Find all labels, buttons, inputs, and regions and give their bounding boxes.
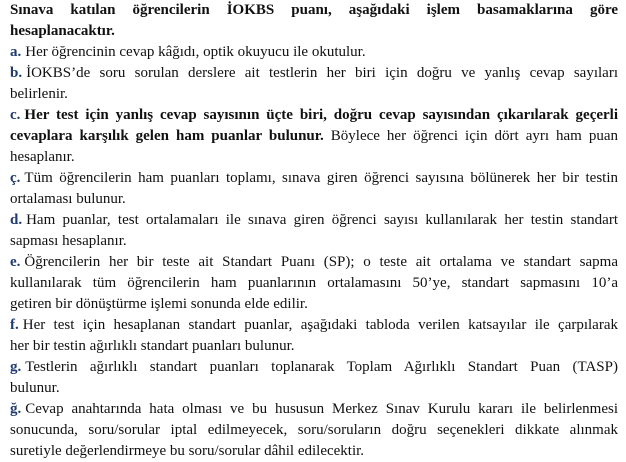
item-b-marker: b.: [10, 65, 23, 81]
item-e-text-1: Öğrencilerin her bir teste ait Standart Puanı (SP); o teste ait ortalama ve standart sapma: [24, 254, 618, 270]
item-c-line-1: [10, 105, 618, 126]
item-d-marker: d.: [10, 212, 23, 228]
item-e-marker: e.: [10, 254, 21, 270]
item-cc-line-1: [10, 168, 618, 189]
item-g-line-1: [10, 357, 618, 378]
item-a-marker: a.: [10, 44, 22, 60]
item-d-text-1: Ham puanlar, test ortalamaları ile sınava giren öğrenci sayısı kullanılarak her testin standart: [26, 212, 618, 228]
item-g-line-2: bulunur.: [10, 380, 60, 396]
item-d-line-1: [10, 210, 618, 231]
item-e-line-3: getiren bir dönüştürme işlemi sonunda elde edilir.: [10, 296, 308, 312]
item-gg-marker: ğ.: [10, 401, 22, 417]
item-b-line-1: [10, 63, 618, 84]
item-gg-line-1: [10, 399, 618, 420]
item-b-line-2: belirlenir.: [10, 86, 68, 102]
item-f-line-2: her bir testin ağırlıklı standart puanları bulunur.: [10, 338, 295, 354]
item-a-text: Her öğrencinin cevap kâğıdı, optik okuyucu ile okutulur.: [25, 44, 366, 60]
item-g-marker: g.: [10, 359, 22, 375]
item-c-text-2-bold: cevaplara karşılık gelen ham puanlar bulunur.: [10, 128, 324, 144]
item-c-marker: c.: [10, 107, 21, 123]
item-f-text-1: Her test için hesaplanan standart puanlar, aşağıdaki tabloda verilen katsayılar ile çarpılarak: [22, 317, 618, 333]
item-cc-line-2: ortalaması bulunur.: [10, 191, 126, 207]
intro-line-1: Sınava katılan öğrencilerin İOKBS puanı, aşağıdaki işlem basamaklarına göre: [10, 2, 618, 18]
item-c-text-1: Her test için yanlış cevap sayısının üçte biri, doğru cevap sayısından çıkarılarak geçerli: [24, 107, 618, 123]
item-gg-line-3: suretiyle değerlendirmeye bu soru/sorular dâhil edilecektir.: [10, 443, 365, 459]
item-a: [10, 42, 618, 63]
item-e-line-1: [10, 252, 618, 273]
item-cc-marker: ç.: [10, 170, 21, 186]
item-gg-line-2: sonucunda, soru/sorular iptal edilmeyecek, soru/soruların doğru seçenekleri dikkate alınmak: [10, 422, 618, 438]
item-cc-text-1: Tüm öğrencilerin ham puanları toplamı, sınava giren öğrenci sayısına bölünerek her bir testin: [24, 170, 618, 186]
item-d-line-2: sapması hesaplanır.: [10, 233, 127, 249]
intro-line-2: hesaplanacaktır.: [10, 23, 115, 39]
item-f-line-1: [10, 315, 618, 336]
item-g-text-1: Testlerin ağırlıklı standart puanları toplanarak Toplam Ağırlıklı Standart Puan (TASP): [25, 359, 618, 375]
item-c-line-2: [10, 126, 618, 147]
item-c-line-3: hesaplanır.: [10, 149, 75, 165]
item-f-marker: f.: [10, 317, 19, 333]
item-b-text-1: İOKBS’de soru sorulan derslere ait testlerin her biri için doğru ve yanlış cevap sayıları: [26, 65, 618, 81]
item-c-text-2-rest: Böylece her öğrenci için dört ayrı ham puan: [323, 128, 618, 144]
item-gg-text-1: Cevap anahtarında hata olması ve bu hususun Merkez Sınav Kurulu kararı ile belirlenmesi: [25, 401, 618, 417]
item-e-line-2: kullanılarak tüm öğrencilerin ham puanlarının ortalamasını 50’ye, standart sapmasını 10’a: [10, 275, 618, 291]
